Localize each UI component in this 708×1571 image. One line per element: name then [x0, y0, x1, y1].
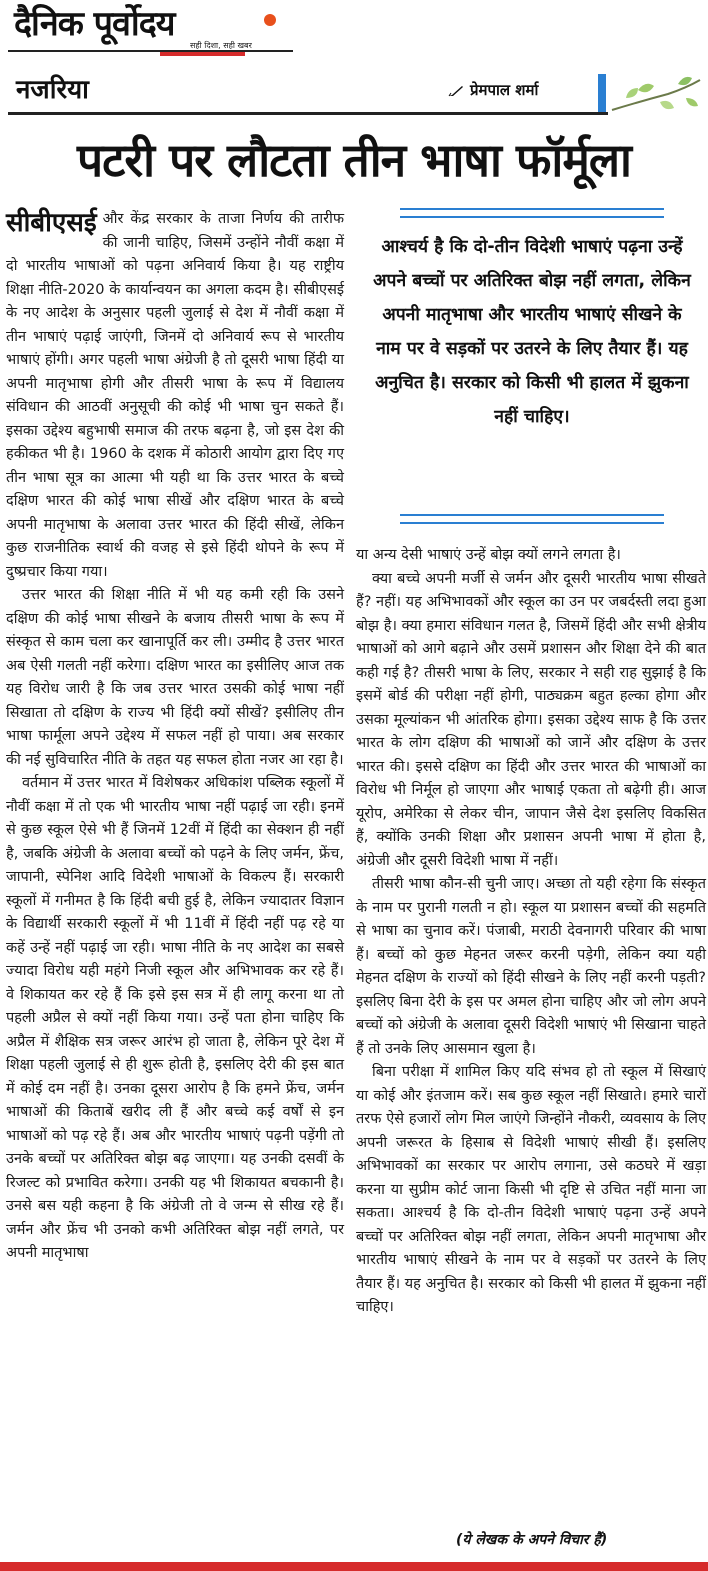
pull-quote-bottom-rule — [400, 522, 664, 524]
headline: पटरी पर लौटता तीन भाषा फॉर्मूला — [77, 133, 631, 187]
section-title: नजरिया — [16, 75, 89, 105]
pull-quote-text: आश्चर्य है कि दो-तीन विदेशी भाषाएं पढ़ना उन्हें अपने बच्चों पर अतिरिक्त बोझ नहीं लगता, लेकिन अपनी मातृभाषा और भारतीय भाषाएं सीखने के नाम पर वे सड़कों पर उतरने के लिए तैयार हैं। यह अनुचित है। सरकार को किसी भी हालत में झुकना नहीं चाहिए। — [373, 237, 691, 427]
article-column-right — [356, 544, 706, 1320]
author-disclaimer: (ये लेखक के अपने विचार हैं) — [456, 1532, 608, 1548]
pull-quote-top-rule — [400, 208, 664, 210]
masthead-accent-bar — [160, 52, 245, 56]
article-paragraph: वर्तमान में उत्तर भारत में विशेषकर अधिकांश पब्लिक स्कूलों में नौवीं कक्षा में तो एक भी भारतीय भाषा नहीं पढ़ाई जा रही। इनमें से कुछ स्कूल ऐसे भी हैं जिनमें 12वीं में हिंदी का सेक्शन ही नहीं है, जबकि अंग्रेजी के अलावा बच्चों को पढ़ने के लिए जर्मन, फ्रेंच, जापानी, स्पेनिश आदि विदेशी भाषाओं के विकल्प हैं। सरकारी स्कूलों में गनीमत है कि हिंदी बची हुई है, लेकिन ज्यादातर विज्ञान के विद्यार्थी सरकारी स्कूलों में भी 11वीं में हिंदी नहीं पढ़ रहे या कहें उन्हें नहीं पढ़ाई जा रही। भाषा नीति के नए आदेश का सबसे ज्यादा विरोध यही महंगे निजी स्कूल और अभिभावक कर रहे हैं। वे शिकायत कर रहे हैं कि इसे इस सत्र में ही लागू करना था तो पहली अप्रैल से क्यों नहीं किया गया। उन्हें पता होना चाहिए कि अप्रैल में शैक्षिक सत्र जरूर आरंभ हो जाता है, लेकिन पूरे देश में शिक्षा पहली जुलाई से ही शुरू होती है, इसलिए देरी की इस बात में कोई दम नहीं है। उनका दूसरा आरोप है कि हमने फ्रेंच, जर्मन भाषाओं की किताबें खरीद ली हैं और बच्चे कई वर्षों से इन भाषाओं को पढ़ रहे हैं। अब और भारतीय भाषाएं पढ़नी पड़ेंगी तो उनके बच्चों पर अतिरिक्त बोझ बढ़ जाएगा। यह उनकी दसवीं के रिजल्ट को प्रभावित करेगा। उनकी यह भी शिकायत बचकानी है। उनसे बस यही कहना है कि अंग्रेजी तो वे जन्म से सीख रहे हैं। जर्मन और फ्रेंच भी उनको कभी अतिरिक्त बोझ नहीं लगते, पर अपनी मातृभाषा — [6, 775, 344, 1261]
tagline: सही दिशा, सही खबर — [190, 41, 252, 50]
article-column-left — [6, 208, 344, 1266]
masthead — [0, 0, 708, 76]
paragraph-text: और केंद्र सरकार के ताजा निर्णय की तारीफ की जानी चाहिए, जिसमें उन्होंने नौवीं कक्षा में दो भारतीय भाषाओं को पढ़ना अनिवार्य किया है। यह राष्ट्रीय शिक्षा नीति-2020 के कार्यान्वयन का अगला कदम है। सीबीएसई के नए आदेश के अनुसार पहली जुलाई से देश में नौवीं कक्षा में तीन भाषाएं पढ़ाई जाएंगी, जिनमें दो अनिवार्य रूप से भारतीय भाषाएं होंगी। अगर पहली भाषा अंग्रेजी है तो दूसरी भाषा हिंदी या अपनी मातृभाषा होगी और तीसरी भाषा के रूप में विद्यालय संविधान की आठवीं अनुसूची की कोई भी भाषा चुन सकते हैं। इसका उद्देश्य बहुभाषी समाज की तरफ बढ़ना है, जो इस देश की हकीकत भी है। 1960 के दशक में कोठारी आयोग द्वारा दिए गए तीन भाषा सूत्र का आत्मा भी यही था कि उत्तर भारत के बच्चे दक्षिण भारत की कोई भाषा सीखें और दक्षिण भारत के बच्चे अपनी मातृभाषा के अलावा उत्तर भारत की हिंदी सीखें, लेकिन कुछ राजनीतिक स्वार्थ की वजह से इसे हिंदी थोपने के रूप में दुष्प्रचार किया गया। — [6, 211, 344, 580]
masthead-divider — [8, 50, 293, 52]
pull-quote — [372, 206, 692, 528]
lead-word: सीबीएसई — [6, 208, 97, 238]
brand-logo: दैनिक पूर्वोदय — [14, 4, 175, 44]
pull-quote-top-rule — [400, 216, 664, 218]
author-accent-bar — [598, 74, 606, 112]
article-paragraph: बिना परीक्षा में शामिल किए यदि संभव हो तो स्कूल में सिखाएं या कोई और इंतजाम करें। सब कुछ स्कूल नहीं सिखाते। हमारे चारों तरफ ऐसे हजारों लोग मिल जाएंगे जिन्होंने नौकरी, व्यवसाय के लिए अपनी जरूरत के हिसाब से विदेशी भाषाएं सीखी हैं। इसलिए अभिभावकों का सरकार पर आरोप लगाना, उसे कठघरे में खड़ा करना या सुप्रीम कोर्ट जाना किसी भी दृष्टि से उचित नहीं माना जा सकता। आश्चर्य है कि दो-तीन विदेशी भाषाएं पढ़ना उन्हें अपने बच्चों पर अतिरिक्त बोझ नहीं लगता, लेकिन अपनी मातृभाषा और भारतीय भाषाएं सीखने के नाम पर वे सड़कों पर उतरने के लिए तैयार हैं। यह अनुचित है। सरकार को किसी भी हालत में झुकना नहीं चाहिए। — [356, 1064, 706, 1315]
article-paragraph: तीसरी भाषा कौन-सी चुनी जाए। अच्छा तो यही रहेगा कि संस्कृत के नाम पर पुरानी गलती न हो। स्कूल या प्रशासन बच्चों की सहमति से भाषा का चुनाव करें। पंजाबी, मराठी देवनागरी परिवार की भाषा हैं। बच्चों को कुछ मेहनत जरूर करनी पड़ेगी, लेकिन क्या यही मेहनत दक्षिण के राज्यों को हिंदी सीखने के लिए नहीं करनी पड़ती? इसलिए बिना देरी के इस पर अमल होना चाहिए और जो लोग अपने बच्चों को अंग्रेजी के अलावा दूसरी विदेशी भाषाएं भी सिखाना चाहते हैं तो उनके लिए आसमान खुला है। — [356, 876, 706, 1057]
article-paragraph: या अन्य देसी भाषाएं उन्हें बोझ क्यों लगने लगता है। — [356, 547, 621, 563]
article-paragraph: क्या बच्चे अपनी मर्जी से जर्मन और दूसरी भारतीय भाषा सीखते हैं? नहीं। यह अभिभावकों और स्कूल का उन पर जबर्दस्ती लदा हुआ बोझ है। क्या हमारा संविधान गलत है, जिसमें हिंदी और सभी क्षेत्रीय भाषाओं को आगे बढ़ाने और उसमें प्रशासन और शिक्षा देने की बात कही गई है? तीसरी भाषा के लिए, सरकार ने सही राह सुझाई है कि इसमें बोर्ड की परीक्षा नहीं होगी, पाठ्यक्रम बहुत हल्का होगा और उसका मूल्यांकन भी आंतरिक होगा। इसका उद्देश्य साफ है कि उत्तर भारत के लोग दक्षिण की भाषाओं को जानें और दक्षिण के उत्तर भारत की। इससे दक्षिण का हिंदी और उत्तर भारत की भाषाओं का विरोध भी निर्मूल हो जाएगा और भाषाई एकता तो बढ़ेगी ही। आज यूरोप, अमेरिका से लेकर चीन, जापान जैसे देश इसलिए विकसित हैं, क्योंकि उनकी शिक्षा और प्रशासन अपनी भाषा में होता है, अंग्रेजी और दूसरी विदेशी भाषा में नहीं। — [356, 570, 706, 869]
author-byline — [448, 80, 538, 100]
section-divider — [8, 112, 608, 115]
leaf-illustration-icon — [608, 72, 704, 116]
brand-dot-icon — [264, 14, 276, 26]
bottom-accent-bar — [0, 1562, 708, 1571]
pull-quote-bottom-rule — [400, 514, 664, 516]
pen-icon — [448, 85, 464, 97]
article-paragraph — [6, 208, 344, 584]
article-paragraph: उत्तर भारत की शिक्षा नीति में भी यह कमी रही कि उसने दक्षिण की कोई भाषा सीखने के बजाय तीसरी भाषा के रूप में संस्कृत से काम चला कर खानापूर्ति कर ली। उम्मीद है उत्तर भारत अब ऐसी गलती नहीं करेगा। दक्षिण भारत का इसीलिए आज तक यह विरोध जारी है कि जब उत्तर भारत उसकी कोई भाषा नहीं सिखाता तो दक्षिण के राज्य भी हिंदी क्यों सीखें? इसीलिए तीन भाषा फार्मूला अपने उद्देश्य में सफल नहीं हो पाया। अब सरकार की नई सुविचारित नीति के तहत यह सफल होता नजर आ रहा है। — [6, 587, 344, 768]
author-name: प्रेमपाल शर्मा — [470, 81, 539, 99]
